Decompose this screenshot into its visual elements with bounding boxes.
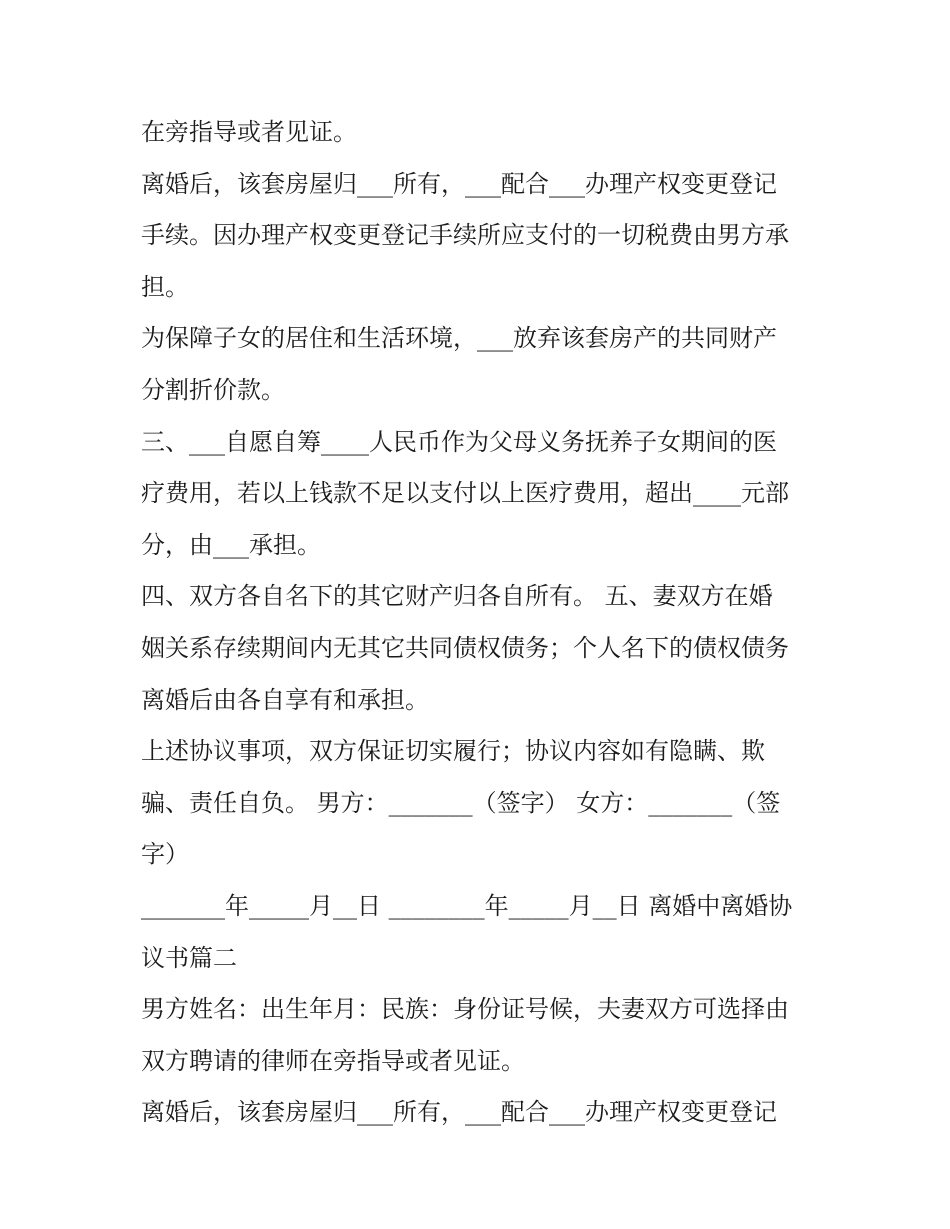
text-line: 四、双方各自名下的其它财产归各自所有。 五、妻双方在婚 <box>141 582 773 611</box>
text-line: 担。 <box>141 272 189 301</box>
text-line: 骗、责任自负。 男方：_______（签字） 女方：_______（签 <box>141 788 781 817</box>
text-line: 手续。因办理产权变更登记手续所应支付的一切税费由男方承 <box>141 221 789 250</box>
text-line: 三、___自愿自筹____人民币作为父母义务抚养子女期间的医 <box>141 427 777 456</box>
text-line: 离婚后，该套房屋归___所有，___配合___办理产权变更登记 <box>141 1098 777 1127</box>
document-body <box>141 107 821 1139</box>
text-line: 双方聘请的律师在旁指导或者见证。 <box>141 1046 525 1075</box>
text-line: 上述协议事项，双方保证切实履行；协议内容如有隐瞒、欺 <box>141 737 765 766</box>
text-line: 议书篇二 <box>141 943 237 972</box>
text-line: 疗费用，若以上钱款不足以支付以上医疗费用，超出____元部 <box>141 479 789 508</box>
text-line: 分割折价款。 <box>141 375 285 404</box>
text-line: 姻关系存续期间内无其它共同债权债务；个人名下的债权债务 <box>141 633 789 662</box>
text-line: 离婚后，该套房屋归___所有，___配合___办理产权变更登记 <box>141 169 777 198</box>
text-line: 在旁指导或者见证。 <box>141 118 357 146</box>
text-line: 男方姓名：出生年月：民族：身份证号候，夫妻双方可选择由 <box>141 995 789 1024</box>
text-line: 离婚后由各自享有和承担。 <box>141 685 429 714</box>
text-line: 分，由___承担。 <box>141 530 321 559</box>
text-line: 为保障子女的居住和生活环境，___放弃该套房产的共同财产 <box>141 324 777 353</box>
text-line: 字） <box>141 840 189 869</box>
text-line: _______年_____月__日 ________年_____月__日 离婚中离婚协 <box>141 891 793 920</box>
